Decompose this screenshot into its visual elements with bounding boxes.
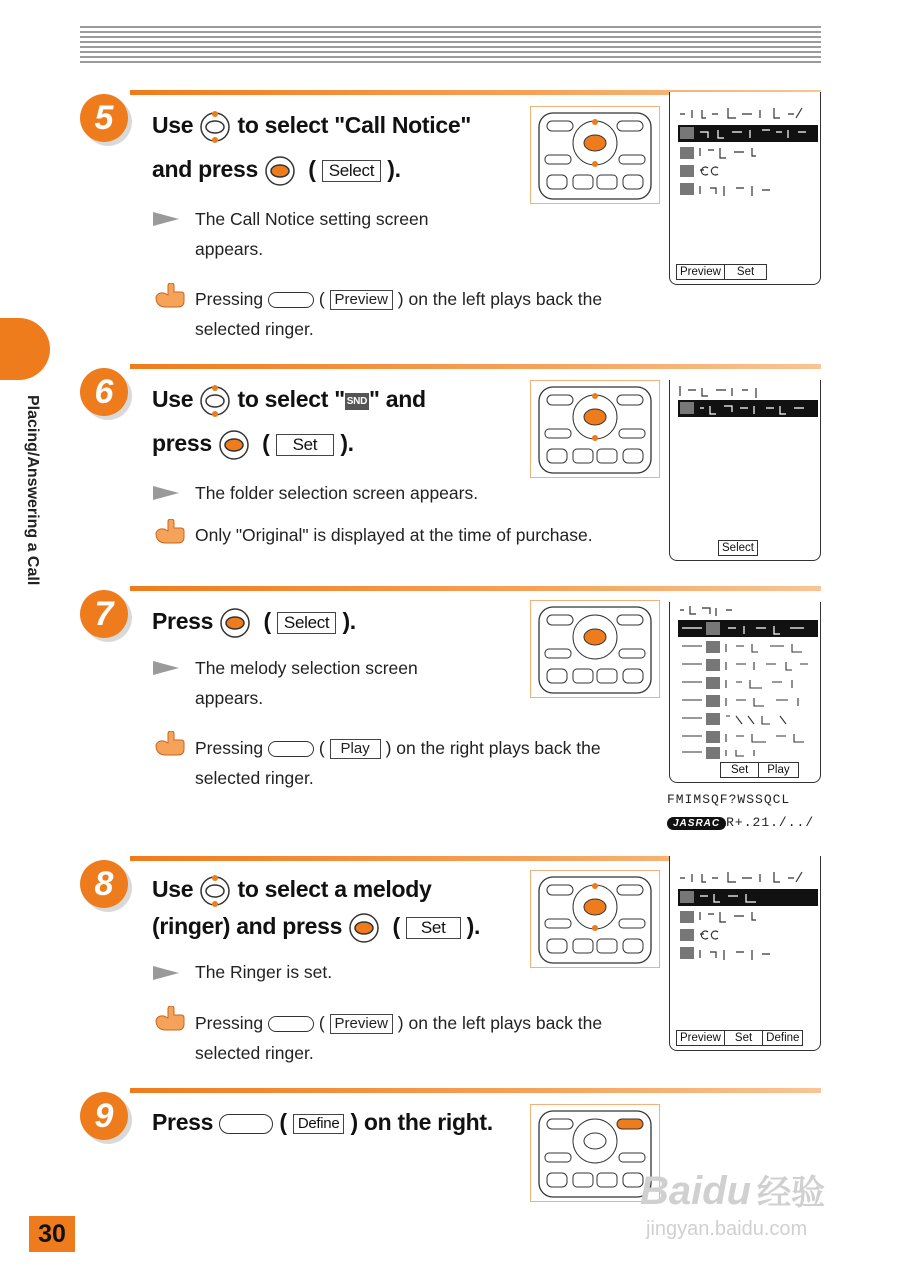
- jasrac-logo: JASRAC: [667, 817, 726, 830]
- step-number: 9: [80, 1092, 128, 1140]
- result-arrow-icon: [153, 486, 179, 500]
- define-key-label: Define: [293, 1114, 345, 1134]
- left-softkey-icon: [268, 1016, 314, 1032]
- section-label: Placing/Answering a Call: [24, 395, 41, 586]
- note-text: Only "Original" is displayed at the time of purchase.: [195, 525, 593, 545]
- hand-note-icon: [154, 731, 186, 757]
- softkey-set: Set: [720, 762, 759, 778]
- center-key-icon: [218, 429, 250, 461]
- result-arrow-icon: [153, 212, 179, 226]
- phone-screen-ringer-set: [669, 856, 821, 1051]
- dpad-up-down-icon: [199, 385, 231, 417]
- phone-screen-call-notice: [669, 92, 821, 285]
- note-text: Pressing ( Play ) on the right plays back the: [195, 738, 601, 758]
- step-rule: [130, 1088, 821, 1093]
- softkey-play: Play: [758, 762, 798, 778]
- step-heading-line2: (ringer) and press ( Set ).: [152, 912, 480, 944]
- result-arrow-icon: [153, 966, 179, 980]
- header-stripes: [80, 26, 821, 64]
- result-text: appears.: [195, 688, 264, 708]
- step-heading: Use to select " SND" and: [152, 385, 426, 417]
- note-text: selected ringer.: [195, 319, 314, 339]
- step-heading-line2: and press ( Select ).: [152, 155, 401, 187]
- phone-keypad-illustration: [530, 380, 660, 478]
- result-text: appears.: [195, 239, 264, 259]
- select-softkey-label: Select: [322, 160, 381, 182]
- hand-note-icon: [154, 1006, 186, 1032]
- phone-screen-melody-list: [669, 602, 821, 783]
- note-text: Pressing ( Preview ) on the left plays back the: [195, 289, 603, 309]
- step-number: 5: [80, 94, 128, 142]
- preview-key-label: Preview: [330, 1014, 393, 1034]
- play-key-label: Play: [330, 739, 381, 759]
- softkey-preview: Preview: [676, 264, 725, 280]
- result-text: The Ringer is set.: [195, 962, 333, 982]
- watermark-logo: Baidu 经验: [640, 1169, 826, 1213]
- step-heading: Use to select "Call Notice": [152, 111, 471, 143]
- watermark-url: jingyan.baidu.com: [646, 1218, 808, 1240]
- center-key-icon: [219, 607, 251, 639]
- result-text: The folder selection screen appears.: [195, 483, 479, 503]
- section-tab: [0, 318, 50, 380]
- set-softkey-label: Set: [276, 434, 335, 456]
- jasrac-code: FMIMSQF?WSSQCL: [667, 792, 791, 807]
- note-text: selected ringer.: [195, 1043, 314, 1063]
- result-text: The melody selection screen: [195, 658, 418, 678]
- step-rule: [130, 586, 821, 591]
- step-rule: [130, 364, 821, 369]
- right-softkey-icon: [219, 1114, 273, 1134]
- hand-note-icon: [154, 519, 186, 545]
- phone-keypad-illustration: [530, 600, 660, 698]
- softkey-select: Select: [718, 540, 758, 556]
- step-heading: Press ( Define ) on the right.: [152, 1109, 493, 1135]
- step-number: 7: [80, 590, 128, 638]
- hand-note-icon: [154, 283, 186, 309]
- softkey-set: Set: [724, 1030, 763, 1046]
- result-text: The Call Notice setting screen: [195, 209, 429, 229]
- step-heading: Press ( Select ).: [152, 607, 356, 639]
- softkey-preview: Preview: [676, 1030, 725, 1046]
- softkey-define: Define: [762, 1030, 803, 1046]
- phone-screen-folder-select: [669, 380, 821, 561]
- dpad-up-down-icon: [199, 111, 231, 143]
- note-text: Pressing ( Preview ) on the left plays back the: [195, 1013, 603, 1033]
- softkey-set: Set: [724, 264, 767, 280]
- preview-key-label: Preview: [330, 290, 393, 310]
- step-heading: Use to select a melody: [152, 875, 432, 907]
- left-softkey-icon: [268, 292, 314, 308]
- snd-folder-icon: SND: [345, 393, 369, 410]
- step-number: 8: [80, 860, 128, 908]
- step-number: 6: [80, 368, 128, 416]
- jasrac-license: JASRAC R+.21./../: [667, 815, 814, 830]
- note-text: selected ringer.: [195, 768, 314, 788]
- page-number: 30: [29, 1216, 75, 1252]
- result-arrow-icon: [153, 661, 179, 675]
- phone-keypad-illustration: [530, 106, 660, 204]
- select-softkey-label: Select: [277, 612, 336, 634]
- phone-keypad-illustration: [530, 870, 660, 968]
- set-softkey-label: Set: [406, 917, 461, 939]
- right-softkey-icon: [268, 741, 314, 757]
- center-key-icon: [348, 912, 380, 944]
- step-heading-line2: press ( Set ).: [152, 429, 354, 461]
- center-key-icon: [264, 155, 296, 187]
- dpad-up-down-icon: [199, 875, 231, 907]
